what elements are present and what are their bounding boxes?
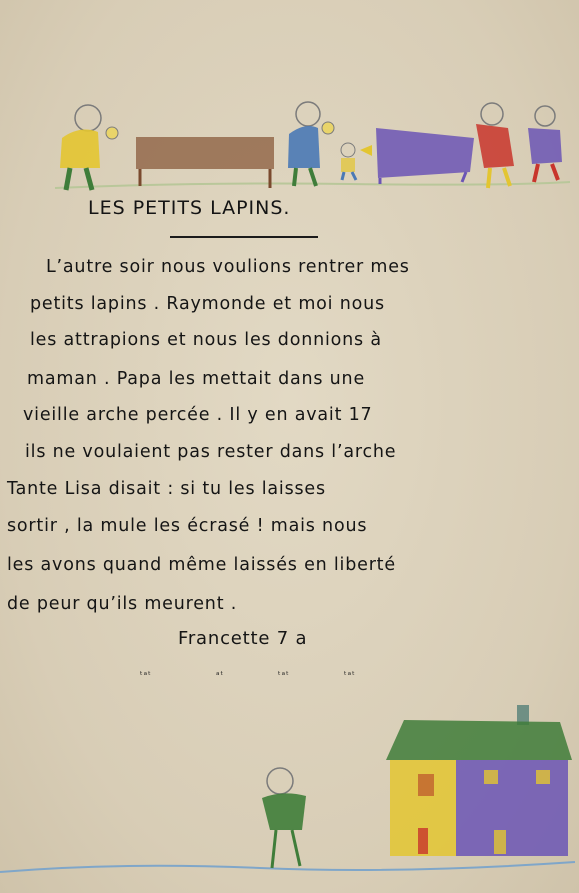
ornament: ᵗᵃᵗ [140, 671, 152, 681]
text-line: vieille arche percée . Il y en avait 17 [23, 405, 373, 425]
text-line: Tante Lisa disait : si tu les laisses [7, 479, 326, 499]
text-line: maman . Papa les mettait dans une [27, 369, 366, 389]
brown-table [136, 137, 274, 188]
house [386, 705, 572, 856]
title-underline [170, 236, 318, 238]
signature: Francette 7 a [178, 628, 308, 649]
text-line: les attrapions et nous les donnions à [30, 330, 382, 350]
child-figure-blue [288, 102, 334, 186]
child-figure-purple [528, 106, 562, 182]
text-line: L’autre soir nous voulions rentrer mes [46, 257, 410, 277]
child-figure-yellow [60, 105, 118, 190]
text-line: sortir , la mule les écrasé ! mais nous [7, 516, 368, 536]
ornament: ᵗᵃᵗ [344, 671, 356, 681]
page-title: LES PETITS LAPINS. [88, 197, 291, 219]
child-figure-green [262, 768, 306, 868]
ornament: ᵃᵗ [216, 671, 225, 681]
top-frieze [55, 102, 570, 190]
text-line: ils ne voulaient pas rester dans l’arche [25, 442, 397, 462]
child-figure-red [476, 103, 514, 188]
text-line: petits lapins . Raymonde et moi nous [30, 294, 385, 314]
purple-ark [376, 128, 474, 184]
bottom-scene [0, 705, 575, 872]
text-line: de peur qu’ils meurent . [7, 594, 238, 614]
ornament: ᵗᵃᵗ [278, 671, 290, 681]
text-line: les avons quand même laissés en liberté [7, 555, 396, 575]
small-child-figure [341, 143, 372, 180]
